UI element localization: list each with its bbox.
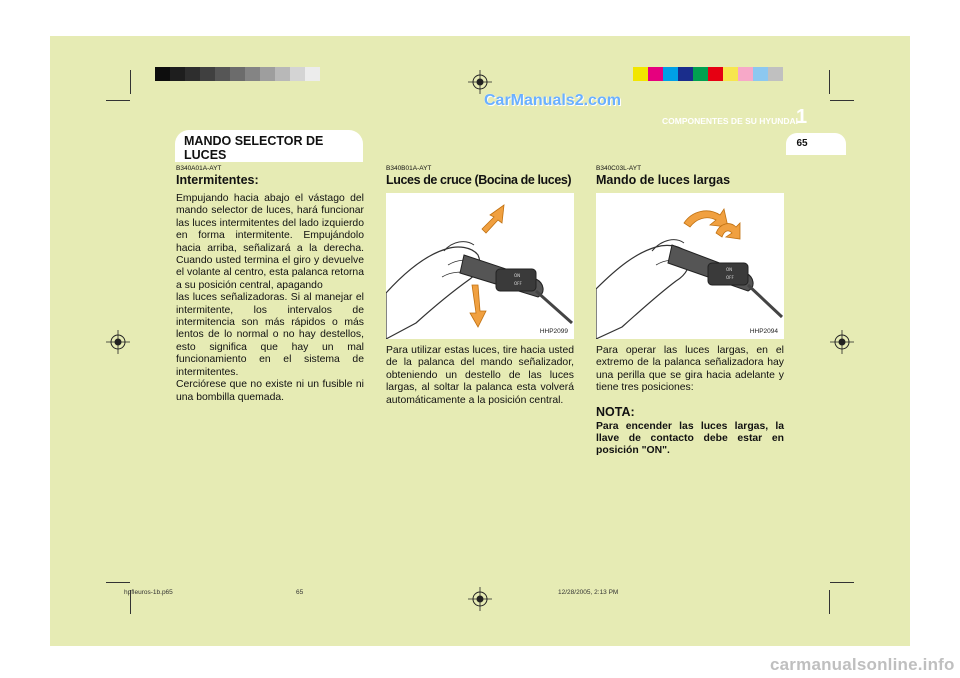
svg-text:ON: ON (514, 273, 521, 278)
svg-text:OFF: OFF (514, 281, 522, 286)
grayscale-swatch (260, 67, 275, 81)
color-swatch (738, 67, 753, 81)
color-swatch (663, 67, 678, 81)
body-text (176, 193, 364, 404)
illustration-knob-turn (596, 193, 784, 339)
section-code: B340B01A-AYT (386, 165, 432, 172)
footer-filename: hpfleuros-1b.p65 (124, 589, 173, 596)
column-intermitentes (176, 165, 364, 404)
body-text (386, 345, 574, 407)
paragraph: Para operar las luces largas, en el extremo de la palanca señalizadora hay una perilla que se gira hacia adelante y tiene tres posiciones: (596, 345, 784, 394)
grayscale-swatch (200, 67, 215, 81)
page-number: 65 (796, 138, 808, 149)
arrow-up-icon (482, 205, 504, 233)
registration-mark-icon (468, 70, 492, 94)
figure-label: HHP2099 (539, 328, 568, 335)
watermark-top[interactable]: CarManuals2.com (484, 92, 621, 109)
grayscale-calibration-bar (155, 67, 320, 81)
footer-timestamp: 12/28/2005, 2:13 PM (558, 589, 619, 596)
svg-text:ON: ON (726, 267, 733, 272)
grayscale-swatch (185, 67, 200, 81)
paragraph: Empujando hacia abajo el vástago del mando selector de luces, hará funcionar las luces intermitentes del lado izquierdo en forma intermitente. Empujándolo hacia arriba, señalizará a la derecha. Cuando usted termina el giro y devuelve el volante al centro, esta palanca retorna a su posición central, apagando (176, 193, 364, 291)
registration-mark-icon (106, 330, 130, 354)
color-swatch (753, 67, 768, 81)
chapter-title: COMPONENTES DE SU HYUNDAI (661, 116, 798, 126)
grayscale-swatch (275, 67, 290, 81)
color-swatch (723, 67, 738, 81)
color-swatch (693, 67, 708, 81)
section-code: B340A01A-AYT (176, 165, 222, 172)
grayscale-swatch (170, 67, 185, 81)
paragraph: Cerciórese que no existe ni un fusible ni una bombilla quemada. (176, 379, 364, 403)
color-swatch (678, 67, 693, 81)
color-calibration-bar (633, 67, 783, 81)
paragraph: Para utilizar estas luces, tire hacia usted de la palanca del mando señalizador, obteniendo un destello de las luces largas, al soltar la palanca esta volverá automáticamente a la posición central. (386, 345, 574, 406)
rotate-arrow-icon (684, 209, 728, 227)
paragraph: las luces señalizadoras. Si al manejar el intermitente, los intervalos de intermitencia son más rápidos o más lentos de lo normal o no hay destellos, esto significa que hay un mal funcionamiento en el sistema de intermitentes. (176, 292, 364, 378)
chapter-number: 1 (796, 106, 808, 128)
watermark-bottom[interactable]: carmanualsonline.info (770, 655, 955, 674)
grayscale-swatch (155, 67, 170, 81)
note-text: Para encender las luces largas, la llave de contacto debe estar en posición "ON". (596, 420, 784, 457)
color-swatch (633, 67, 648, 81)
color-swatch (648, 67, 663, 81)
column-luces-de-cruce (386, 165, 574, 407)
grayscale-swatch (215, 67, 230, 81)
arrow-down-icon (470, 285, 486, 327)
svg-text:OFF: OFF (726, 275, 734, 280)
grayscale-swatch (245, 67, 260, 81)
registration-mark-icon (468, 587, 492, 611)
heading-luces-de-cruce: Luces de cruce (Bocina de luces) (386, 173, 572, 187)
section-code: B340C03L-AYT (596, 165, 642, 172)
illustration-lever-pull (386, 193, 574, 339)
heading-luces-largas: Mando de luces largas (596, 173, 731, 187)
heading-intermitentes: Intermitentes: (176, 173, 259, 187)
color-swatch (708, 67, 723, 81)
registration-mark-icon (830, 330, 854, 354)
grayscale-swatch (230, 67, 245, 81)
footer-page: 65 (296, 589, 304, 596)
color-swatch (768, 67, 783, 81)
body-text (596, 345, 784, 395)
grayscale-swatch (305, 67, 320, 81)
figure-label: HHP2094 (749, 328, 778, 335)
section-title: MANDO SELECTOR DE LUCES (184, 134, 324, 162)
grayscale-swatch (290, 67, 305, 81)
column-luces-largas (596, 165, 784, 458)
note-title: NOTA: (596, 404, 635, 419)
